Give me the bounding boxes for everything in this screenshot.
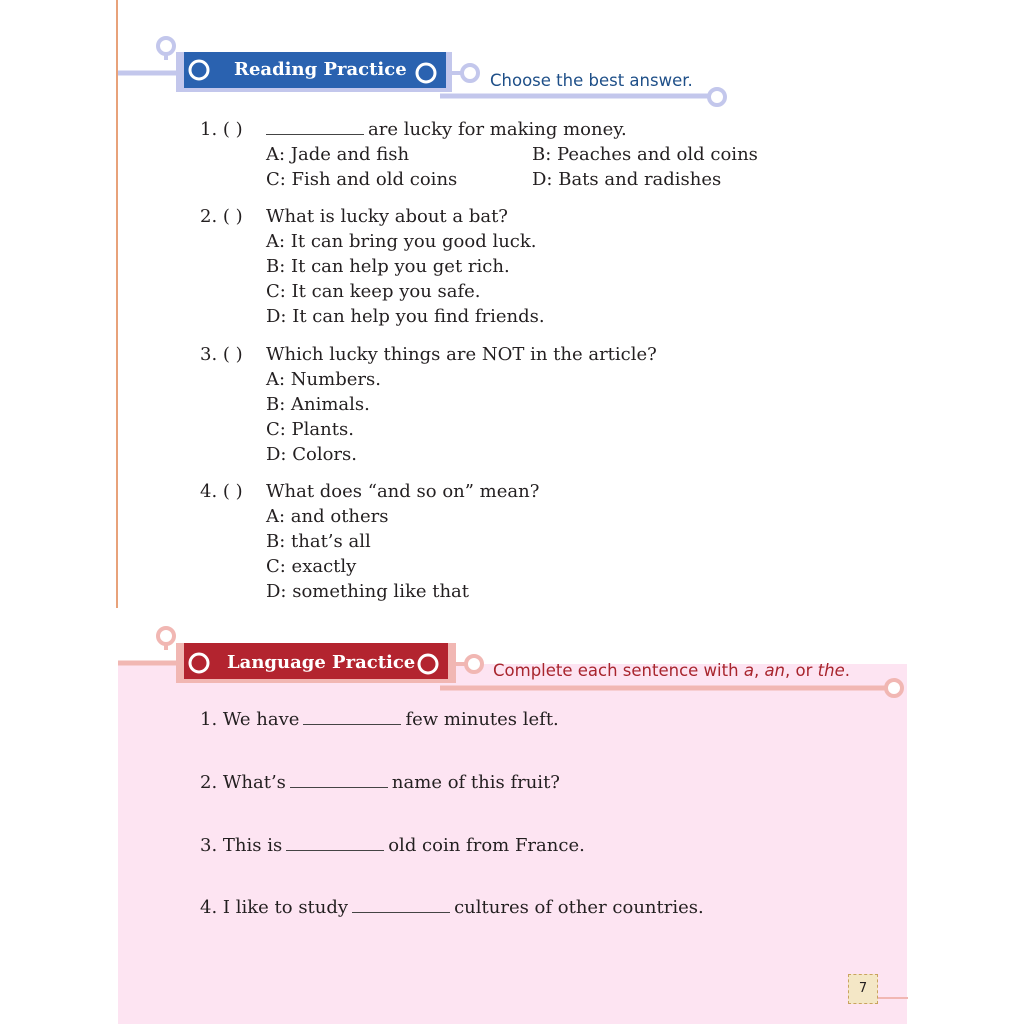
reading-question-3	[200, 342, 657, 467]
question-stem: are lucky for making money.	[368, 119, 627, 140]
language-item-2	[200, 771, 560, 793]
option-a: A: and others	[266, 506, 389, 527]
option-b: B: It can help you get rich.	[266, 256, 510, 277]
option-a: A: It can bring you good luck.	[266, 231, 537, 252]
option-c: C: exactly	[266, 556, 357, 577]
sentence-end: old coin from France.	[388, 835, 585, 856]
instruction-text: Complete each sentence with	[493, 661, 744, 680]
answer-blank[interactable]	[352, 896, 450, 913]
answer-blank[interactable]	[290, 771, 388, 788]
option-b: B: Animals.	[266, 394, 370, 415]
word-a: a	[743, 661, 754, 680]
reading-question-2	[200, 204, 545, 329]
reading-practice-banner	[0, 0, 1024, 120]
question-stem: What does “and so on” mean?	[266, 481, 540, 502]
reading-practice-title: Reading Practice	[234, 59, 407, 80]
option-b: B: Peaches and old coins	[532, 144, 758, 165]
language-item-4	[200, 896, 704, 918]
option-d: D: Bats and radishes	[532, 169, 722, 190]
option-d: D: Colors.	[266, 444, 357, 465]
reading-instruction: Choose the best answer.	[490, 71, 693, 90]
word-the: the	[817, 661, 845, 680]
option-a: A: Jade and fish	[266, 144, 410, 165]
sentence-start: 4. I like to study	[200, 897, 349, 918]
sentence-start: 3. This is	[200, 835, 283, 856]
reading-question-4	[200, 479, 539, 604]
language-banner-decoration	[0, 615, 1024, 705]
reading-question-1	[200, 117, 758, 192]
language-item-3	[200, 834, 585, 856]
page-number: 7	[848, 974, 878, 1004]
sentence-end: few minutes left.	[405, 709, 559, 730]
question-number: 4. ( )	[200, 481, 243, 502]
option-c: C: Fish and old coins	[266, 169, 458, 190]
question-number: 1. ( )	[200, 119, 243, 140]
sentence-start: 1. We have	[200, 709, 300, 730]
sentence-end: name of this fruit?	[391, 772, 560, 793]
language-practice-banner	[0, 615, 1024, 705]
question-number: 3. ( )	[200, 344, 243, 365]
question-stem: Which lucky things are NOT in the article?	[266, 344, 657, 365]
option-d: D: something like that	[266, 581, 470, 602]
question-number: 2. ( )	[200, 206, 243, 227]
answer-blank[interactable]	[303, 708, 401, 725]
question-stem: What is lucky about a bat?	[266, 206, 508, 227]
reading-banner-decoration	[0, 0, 1024, 120]
option-a: A: Numbers.	[266, 369, 381, 390]
option-c: C: It can keep you safe.	[266, 281, 481, 302]
option-c: C: Plants.	[266, 419, 354, 440]
language-instruction	[493, 661, 850, 680]
period: .	[844, 661, 850, 680]
answer-blank[interactable]	[286, 834, 384, 851]
word-an: an	[764, 661, 786, 680]
language-item-1	[200, 708, 559, 730]
option-d: D: It can help you find friends.	[266, 306, 545, 327]
separator: , or	[785, 661, 818, 680]
language-practice-title: Language Practice	[227, 652, 416, 673]
option-b: B: that’s all	[266, 531, 371, 552]
sentence-start: 2. What’s	[200, 772, 286, 793]
sentence-end: cultures of other countries.	[454, 897, 704, 918]
separator: ,	[753, 661, 765, 680]
answer-blank[interactable]	[266, 118, 364, 135]
